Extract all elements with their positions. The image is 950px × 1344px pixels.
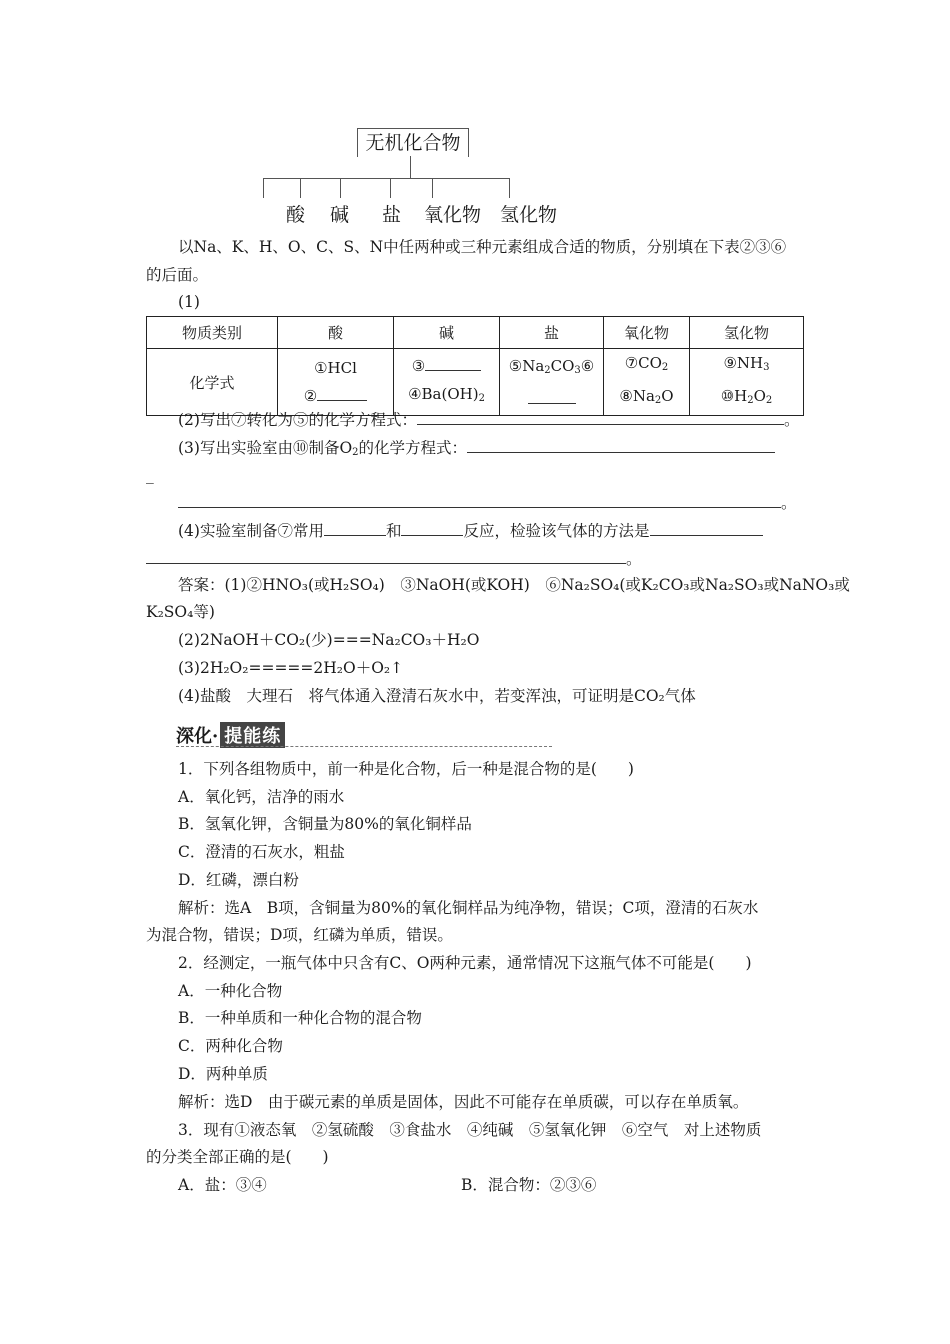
q3-continuation: _ bbox=[146, 466, 154, 484]
acid-formula: ①HCl bbox=[314, 359, 357, 377]
subscript: 2 bbox=[747, 395, 754, 406]
table-header: 碱 bbox=[394, 317, 500, 349]
cell-acid bbox=[278, 349, 394, 416]
answer-line: (3)2H₂O₂=====2H₂O＋O₂↑ bbox=[178, 659, 404, 677]
option: B．混合物：②③⑥ bbox=[461, 1176, 597, 1194]
answer-blank[interactable] bbox=[146, 547, 626, 564]
section-divider bbox=[176, 746, 552, 747]
section-prefix: 深化· bbox=[176, 726, 219, 747]
tree-connector bbox=[390, 178, 391, 198]
option: D．两种单质 bbox=[178, 1065, 268, 1083]
answer-blank[interactable] bbox=[425, 354, 481, 371]
classification-table bbox=[146, 316, 804, 416]
tree-connector bbox=[300, 178, 301, 198]
option: A．盐：③④ bbox=[178, 1176, 267, 1194]
hydride-formula bbox=[690, 349, 803, 382]
base-blank-row bbox=[394, 352, 499, 380]
problem-1: 1．下列各组物质中，前一种是化合物，后一种是混合物的是( ) bbox=[178, 760, 634, 778]
punct: 。 bbox=[783, 411, 800, 429]
table-header: 酸 bbox=[278, 317, 394, 349]
answer-blank[interactable] bbox=[178, 491, 781, 508]
tree-leaf-salt: 盐 bbox=[382, 204, 402, 226]
subscript: 2 bbox=[478, 392, 485, 404]
table-header: 氢化物 bbox=[690, 317, 804, 349]
cell-salt bbox=[500, 349, 604, 416]
tree-leaf-base: 碱 bbox=[330, 204, 350, 226]
problem-2: 2．经测定，一瓶气体中只含有C、O两种元素，通常情况下这瓶气体不可能是( ) bbox=[178, 954, 752, 972]
problem-3-cont: 的分类全部正确的是( ) bbox=[146, 1148, 329, 1166]
cell-hydride bbox=[690, 349, 804, 416]
subscript: 2 bbox=[544, 364, 551, 376]
answer-blank[interactable] bbox=[317, 384, 367, 401]
question-text: 和 bbox=[385, 522, 402, 540]
answer-line: 答案：(1)②HNO₃(或H₂SO₄) ③NaOH(或KOH) ⑥Na₂SO₄(或K₂CO₃或Na₂SO₃或NaNO₃或 bbox=[178, 576, 850, 594]
salt-text: CO bbox=[550, 356, 575, 375]
base-label: ③ bbox=[411, 356, 426, 375]
tree-leaf-hydride: 氢化物 bbox=[500, 204, 558, 226]
answer-blank[interactable] bbox=[528, 387, 576, 404]
table-header: 氧化物 bbox=[604, 317, 690, 349]
table-header: 盐 bbox=[500, 317, 604, 349]
salt-text: ⑥ bbox=[580, 356, 595, 375]
question-text: 反应，检验该气体的方法是 bbox=[463, 522, 650, 540]
question-text: (4)实验室制备⑦常用 bbox=[178, 522, 324, 540]
option: D．红磷，漂白粉 bbox=[178, 871, 299, 889]
option: C．两种化合物 bbox=[178, 1037, 283, 1055]
subscript: 3 bbox=[763, 362, 770, 373]
tree-connector bbox=[410, 156, 411, 178]
q3-line2 bbox=[178, 491, 797, 514]
tree-root: 无机化合物 bbox=[357, 128, 469, 157]
question-text: (3)写出实验室由⑩制备O bbox=[178, 439, 353, 457]
option: B．氢氧化钾，含铜量为80%的氧化铜样品 bbox=[178, 815, 472, 833]
cell-oxide bbox=[604, 349, 690, 416]
tree-connector bbox=[509, 178, 510, 198]
intro-line: 以Na、K、H、O、C、S、N中任两种或三种元素组成合适的物质，分别填在下表②③⑥ bbox=[178, 238, 787, 256]
tree-connector bbox=[340, 178, 341, 198]
section-title: 提能练 bbox=[220, 722, 285, 748]
solution: 为混合物，错误；D项，红磷为单质，错误。 bbox=[146, 926, 453, 944]
section-header bbox=[176, 722, 285, 748]
question-4 bbox=[178, 519, 763, 542]
tree-leaf-acid: 酸 bbox=[286, 204, 306, 226]
acid-blank-row bbox=[278, 382, 393, 410]
salt-text: ⑤Na bbox=[508, 356, 545, 375]
solution: 解析：选A B项，含铜量为80%的氧化铜样品为纯净物，错误；C项，澄清的石灰水 bbox=[178, 899, 759, 917]
oxide-text: ⑧Na bbox=[619, 387, 655, 405]
problem-3: 3．现有①液态氧 ②氢硫酸 ③食盐水 ④纯碱 ⑤氢氧化钾 ⑥空气 对上述物质 bbox=[178, 1121, 762, 1139]
question-text: 的化学方程式： bbox=[358, 439, 468, 457]
option: C．澄清的石灰水，粗盐 bbox=[178, 843, 345, 861]
answer-blank[interactable] bbox=[467, 436, 775, 453]
tree-leaf-oxide: 氧化物 bbox=[424, 204, 482, 226]
answer-line: (2)2NaOH＋CO₂(少)===Na₂CO₃＋H₂O bbox=[178, 631, 480, 649]
tree-connector bbox=[432, 178, 433, 198]
salt-formula bbox=[500, 352, 603, 385]
subscript: 3 bbox=[574, 364, 581, 376]
answer-blank[interactable] bbox=[324, 519, 386, 536]
hydride-text: ⑨NH bbox=[723, 354, 764, 372]
option: A．一种化合物 bbox=[178, 982, 283, 1000]
acid-label: ② bbox=[303, 387, 318, 405]
punct: 。 bbox=[626, 550, 642, 568]
question-3 bbox=[178, 436, 775, 464]
punct: 。 bbox=[781, 494, 797, 512]
base-formula-text: ④Ba(OH) bbox=[408, 384, 479, 403]
option: A．氧化钙，洁净的雨水 bbox=[178, 788, 345, 806]
table-header: 物质类别 bbox=[147, 317, 278, 349]
answer-blank[interactable] bbox=[417, 408, 784, 425]
oxide-formula bbox=[604, 349, 689, 382]
tree-connector bbox=[263, 178, 264, 198]
answer-line: K₂SO₄等) bbox=[146, 603, 215, 621]
q4-line2 bbox=[146, 547, 642, 570]
subscript: 2 bbox=[765, 395, 773, 406]
row-label: 化学式 bbox=[147, 349, 278, 416]
answer-blank[interactable] bbox=[401, 519, 463, 536]
subscript: 2 bbox=[352, 447, 359, 458]
intro-line: 的后面。 bbox=[146, 266, 209, 284]
oxide-text: ⑦CO bbox=[624, 354, 662, 372]
question-2 bbox=[178, 408, 799, 431]
hydride-text: ⑩H bbox=[720, 387, 748, 405]
subscript: 2 bbox=[661, 362, 669, 373]
option: B．一种单质和一种化合物的混合物 bbox=[178, 1009, 422, 1027]
hydride-text: O bbox=[753, 387, 766, 405]
q1-label: (1) bbox=[178, 293, 200, 311]
oxide-text: O bbox=[661, 387, 674, 405]
answer-line: (4)盐酸 大理石 将气体通入澄清石灰水中，若变浑浊，可证明是CO₂气体 bbox=[178, 687, 696, 705]
solution: 解析：选D 由于碳元素的单质是固体，因此不可能存在单质碳，可以存在单质氧。 bbox=[178, 1093, 749, 1111]
answer-blank[interactable] bbox=[650, 519, 763, 536]
cell-base bbox=[394, 349, 500, 416]
question-text: (2)写出⑦转化为⑤的化学方程式： bbox=[178, 411, 417, 429]
subscript: 2 bbox=[654, 395, 662, 406]
